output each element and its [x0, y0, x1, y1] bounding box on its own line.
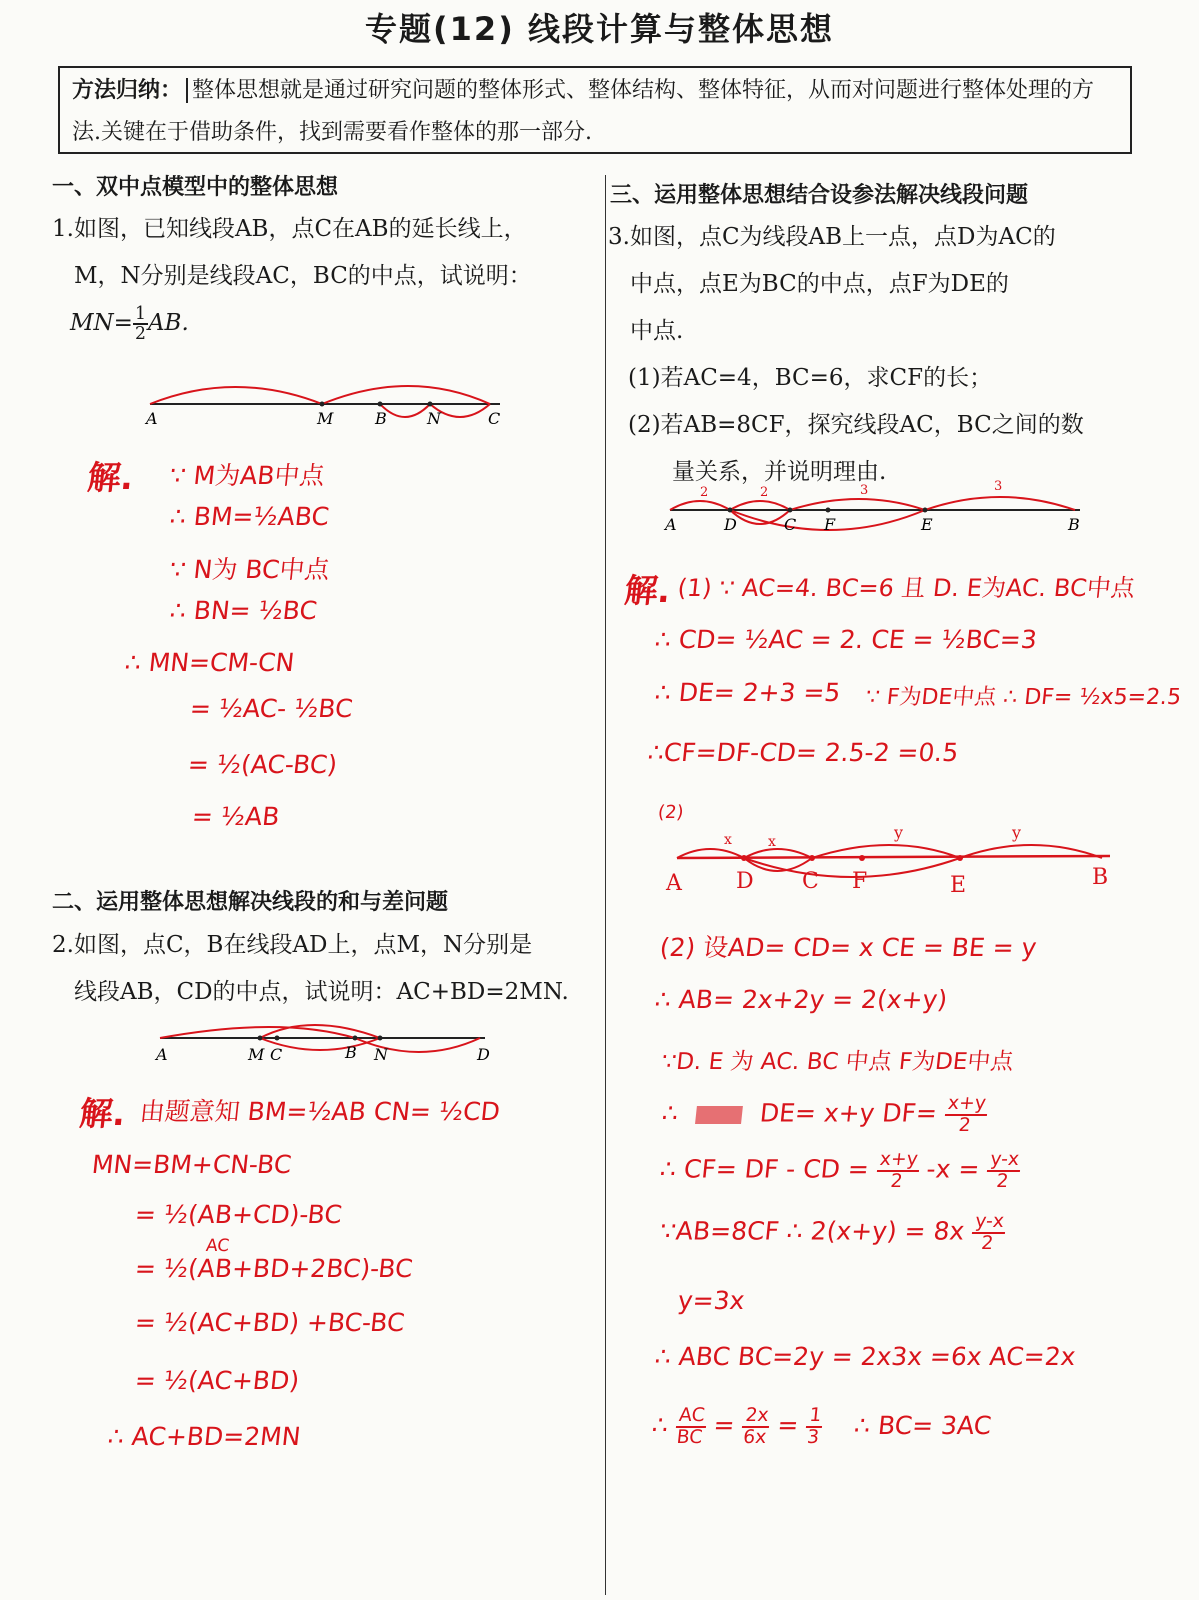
sol3-fig-label-y1: y — [894, 826, 904, 842]
sol1-line-5: ∴ MN=CM-CN — [123, 648, 296, 677]
sol3-line-3b: ∵ F为DE中点 ∴ DF= ½x5=2.5 — [864, 685, 1183, 710]
fig3-label-e: E — [921, 515, 933, 534]
sol3-line-10: ∴ CF= DF - CD = $\frac{x+y}{2}$ -x = $\frac{y-x}{2}$ — [658, 1149, 1021, 1192]
problem-3-line-2: 中点，点E为BC的中点，点F为DE的 — [630, 271, 1009, 297]
sol3-line-14: ∴ $\frac{AC}{BC}$ = $\frac{2x}{6x}$ = $\frac{1}{3}$ ∴ BC= 3AC — [650, 1405, 993, 1448]
fig1-label-a: A — [146, 409, 158, 428]
sol1-line-7: = ½(AC-BC) — [186, 750, 339, 779]
sol2-line-3: = ½(AB+CD)-BC — [133, 1200, 344, 1229]
fig3-arc-label-3: 3 — [860, 483, 869, 498]
column-divider — [605, 175, 606, 1595]
sol1-line-1: ∵ M为AB中点 — [168, 461, 327, 490]
sol2-line-1: 由题意知 BM=½AB CN= ½CD — [138, 1097, 502, 1126]
sol3-line-11: ∵AB=8CF ∴ 2(x+y) = 8x $\frac{y-x}{2}$ — [658, 1211, 1006, 1254]
sol1-line-2: ∴ BM=½ABC — [168, 502, 331, 531]
problem-1-line-2: M，N分别是线段AC，BC的中点，试说明： — [74, 263, 532, 289]
method-summary-box — [58, 66, 1132, 154]
problem-1-line-1: 1.如图，已知线段AB，点C在AB的延长线上， — [52, 216, 527, 242]
fig3-label-d: D — [724, 515, 737, 534]
sol3-fig-pt-f: F — [852, 869, 868, 894]
fig3-label-a: A — [665, 515, 677, 534]
fig1-label-m: M — [317, 409, 334, 428]
sol2-line-5: = ½(AC+BD) +BC-BC — [133, 1308, 406, 1337]
fig2-label-d: D — [477, 1045, 490, 1064]
problem-3-question-1: (1)若AC=4，BC=6，求CF的长； — [628, 365, 993, 391]
fig3-label-f: F — [824, 515, 836, 534]
fig3-arc-label-4: 3 — [994, 480, 1003, 494]
problem-3-question-2a: (2)若AB=8CF，探究线段AC，BC之间的数 — [628, 412, 1084, 438]
figure-3 — [660, 480, 1090, 540]
sol3-line-13: ∴ ABC BC=2y = 2x3x =6x AC=2x — [653, 1342, 1077, 1371]
figure-1 — [140, 378, 520, 434]
problem-2-line-2: 线段AB，CD的中点，试说明：AC+BD=2MN. — [74, 979, 569, 1005]
fig1-label-n: N — [427, 409, 441, 428]
fig3-label-b: B — [1068, 515, 1080, 534]
sol3-line-12: y=3x — [676, 1286, 746, 1315]
problem-3-question-2b: 量关系，并说明理由. — [672, 459, 887, 485]
sol3-fig-pt-a: A — [666, 871, 682, 896]
method-label: 方法归纳： — [72, 78, 188, 103]
sol3-line-7: ∴ AB= 2x+2y = 2(x+y) — [653, 985, 949, 1014]
sol1-line-8: = ½AB — [190, 802, 281, 831]
sol3-fig-pt-c: C — [802, 869, 819, 894]
sol2-line-7: ∴ AC+BD=2MN — [106, 1422, 302, 1451]
sol2-line-2: MN=BM+CN-BC — [90, 1150, 293, 1179]
sol3-line-2: ∴ CD= ½AC = 2. CE = ½BC=3 — [653, 625, 1039, 654]
sol3-fig-label-y2: y — [1012, 826, 1022, 842]
fig1-label-c: C — [488, 409, 501, 428]
sol3-fig-pt-e: E — [950, 873, 967, 898]
fig1-label-b: B — [375, 409, 387, 428]
sol3-line-9: ∴ DE= x+y DF= $\frac{x+y}{2}$ — [660, 1093, 988, 1136]
sol2-line-6: = ½(AC+BD) — [133, 1366, 301, 1395]
sol1-line-3: ∵ N为 BC中点 — [168, 555, 332, 584]
problem-3-line-1: 3.如图，点C为线段AB上一点，点D为AC的 — [608, 224, 1056, 250]
sol3-head: 解. — [622, 571, 673, 610]
scribble-mark — [695, 1106, 743, 1124]
page-title: 专题(12) 线段计算与整体思想 — [365, 10, 834, 48]
sol3-fig-pt-d: D — [736, 869, 754, 894]
method-text: 整体思想就是通过研究问题的整体形式、整体结构、整体特征，从而对问题进行整体处理的方法.关键在于借助条件，找到需要看作整体的那一部分. — [72, 78, 1095, 145]
problem-3-line-3: 中点. — [630, 318, 684, 344]
sol3-line-6: (2) 设AD= CD= x CE = BE = y — [658, 933, 1038, 962]
sol1-line-6: = ½AC- ½BC — [188, 694, 355, 723]
sol3-line-8: ∵D. E 为 AC. BC 中点 F为DE中点 — [660, 1049, 1015, 1075]
sol3-figure — [662, 826, 1122, 904]
sol3-fig-label-x2: x — [768, 834, 776, 850]
sol2-line-4-note: AC — [204, 1236, 231, 1256]
problem-2-line-1: 2.如图，点C，B在线段AD上，点M，N分别是 — [52, 932, 533, 958]
fig2-label-b: B — [345, 1043, 357, 1062]
sol2-line-4: = ½(AB+BD+2BC)-BC — [133, 1254, 415, 1283]
sol2-head: 解. — [77, 1094, 128, 1133]
fig3-label-c: C — [784, 515, 797, 534]
sol3-line-5: (2) — [656, 802, 685, 823]
fig2-label-c: C — [270, 1045, 283, 1064]
fig2-label-n: N — [374, 1045, 388, 1064]
sol3-fig-label-x1: x — [724, 832, 732, 848]
figure-2 — [150, 1018, 500, 1070]
sol3-fig-pt-b: B — [1092, 865, 1109, 890]
problem-3 — [608, 214, 1148, 496]
fig3-arc-label-1: 2 — [700, 485, 709, 500]
sol1-head: 解. — [85, 458, 136, 497]
problem-2 — [52, 922, 592, 1016]
section-3-heading: 三、运用整体思想结合设参法解决线段问题 — [610, 183, 1029, 208]
sol3-line-1: (1) ∵ AC=4. BC=6 且 D. E为AC. BC中点 — [676, 574, 1137, 602]
section-2-heading: 二、运用整体思想解决线段的和与差问题 — [52, 890, 449, 915]
problem-1 — [52, 206, 592, 347]
sol3-line-4: ∴CF=DF-CD= 2.5-2 =0.5 — [646, 738, 960, 767]
section-1-heading: 一、双中点模型中的整体思想 — [52, 175, 339, 200]
sol1-line-4: ∴ BN= ½BC — [168, 596, 319, 625]
sol3-line-3: ∴ DE= 2+3 =5 — [653, 678, 842, 707]
fig3-arc-label-2: 2 — [760, 485, 769, 500]
fig2-label-a: A — [156, 1045, 168, 1064]
fig2-label-m: M — [248, 1045, 265, 1064]
problem-1-equation: MN= $\frac{1}{2}$ AB. — [70, 303, 189, 344]
